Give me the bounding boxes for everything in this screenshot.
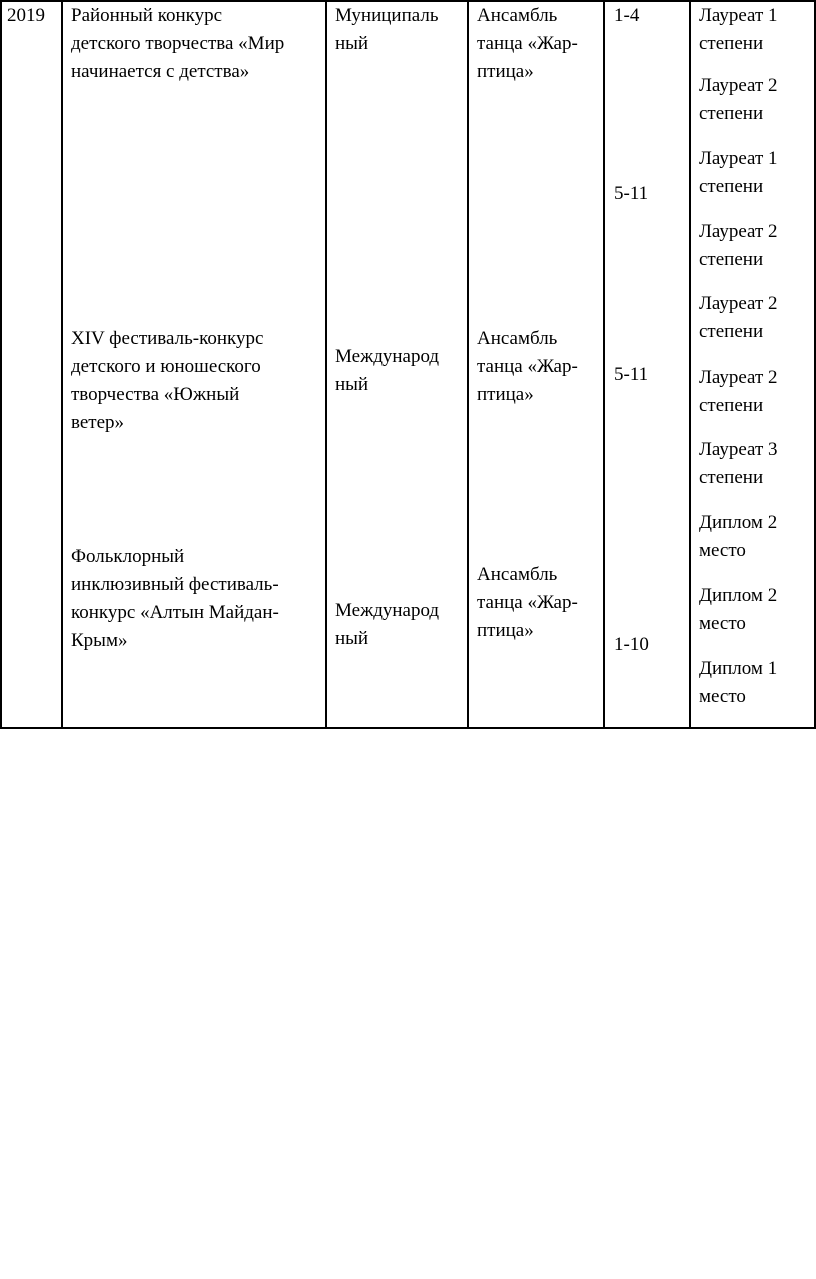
- event-level: Международ ный: [335, 600, 440, 649]
- result-item: Диплом 1 место: [699, 658, 778, 707]
- result-item: Диплом 2 место: [699, 585, 778, 634]
- column-divider: [325, 0, 327, 729]
- result-item: Лауреат 2 степени: [699, 75, 778, 124]
- grades-cell: 1-4: [614, 5, 640, 26]
- column-divider: [61, 0, 63, 729]
- column-divider: [603, 0, 605, 729]
- result-item: Диплом 2 место: [699, 512, 778, 561]
- participants: Ансамбль танца «Жар- птица»: [477, 328, 578, 405]
- result-item: Лауреат 1 степени: [699, 148, 778, 197]
- event-name: Фольклорный инклюзивный фестиваль- конкурс «Алтын Майдан- Крым»: [71, 546, 279, 651]
- result-item: Лауреат 3 степени: [699, 439, 778, 488]
- event-level: Международ ный: [335, 346, 440, 395]
- event-name: Районный конкурс детского творчества «Мир начинается с детства»: [71, 5, 285, 82]
- event-name: XIV фестиваль-конкурс детского и юношеского творчества «Южный ветер»: [71, 328, 264, 433]
- column-divider: [689, 0, 691, 729]
- grades-cell: 5-11: [614, 183, 649, 204]
- column-divider: [467, 0, 469, 729]
- result-item: Лауреат 1 степени: [699, 5, 778, 54]
- participants: Ансамбль танца «Жар- птица»: [477, 5, 578, 82]
- participants: Ансамбль танца «Жар- птица»: [477, 564, 578, 641]
- table-border-bottom: [0, 727, 816, 729]
- table-border-left: [0, 0, 2, 729]
- grades-cell: 1-10: [614, 634, 649, 655]
- event-level: Муниципаль ный: [335, 5, 439, 54]
- result-item: Лауреат 2 степени: [699, 293, 778, 342]
- grades-cell: 5-11: [614, 364, 649, 385]
- result-item: Лауреат 2 степени: [699, 221, 778, 270]
- year-cell: 2019: [7, 5, 45, 26]
- result-item: Лауреат 2 степени: [699, 367, 778, 416]
